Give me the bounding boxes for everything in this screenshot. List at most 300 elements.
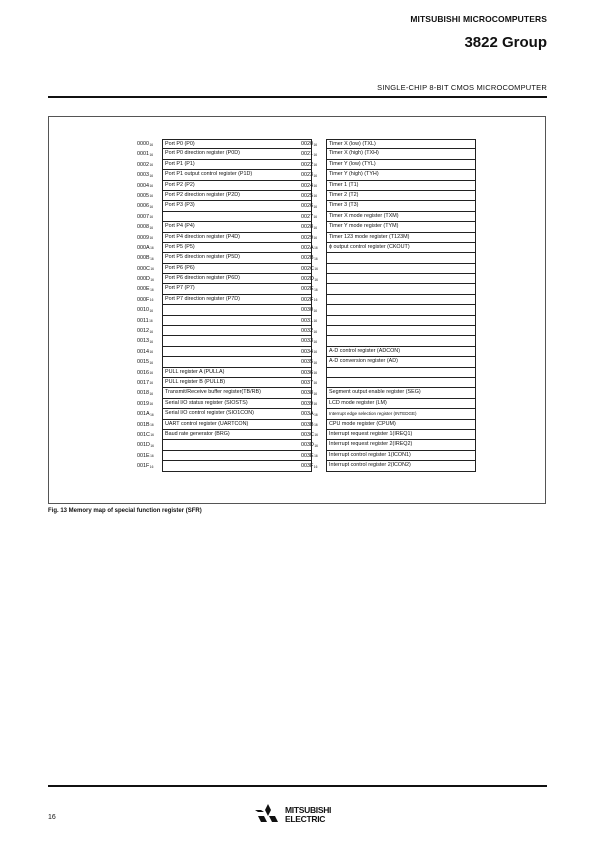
address-hex: 002A: [301, 244, 314, 251]
hex-suffix: 16: [314, 433, 318, 438]
register-row: [137, 181, 312, 191]
register-row: [301, 264, 476, 274]
hex-suffix: 16: [149, 215, 154, 220]
sfr-right-column: [301, 139, 476, 472]
register-name: A-D conversion register (AD): [326, 357, 476, 367]
register-name: [162, 212, 312, 222]
register-name: [326, 295, 476, 305]
hex-suffix: 16: [149, 402, 154, 407]
hex-suffix: 16: [313, 215, 318, 220]
register-name: Interrupt request register 2(IREQ2): [326, 440, 476, 450]
hex-suffix: 16: [149, 184, 154, 189]
register-address: [301, 295, 326, 305]
register-address: [301, 149, 326, 159]
register-name: ϕ output control register (CKOUT): [326, 243, 476, 253]
sfr-figure-box: [48, 116, 546, 504]
register-name: [326, 305, 476, 315]
hex-suffix: 16: [149, 381, 154, 386]
register-address: [301, 284, 326, 294]
register-address: [137, 233, 162, 243]
address-hex: 0002: [137, 161, 149, 168]
hex-suffix: 16: [313, 371, 318, 376]
address-hex: 001F: [137, 463, 150, 470]
company-header: MITSUBISHI MICROCOMPUTERS: [410, 14, 547, 24]
address-hex: 001D: [137, 442, 150, 449]
address-hex: 001A: [137, 411, 150, 418]
register-address: [137, 378, 162, 388]
address-hex: 0011: [137, 317, 149, 324]
register-name: Port P4 direction register (P4D): [162, 233, 312, 243]
register-row: [137, 212, 312, 222]
address-hex: 0034: [301, 348, 313, 355]
address-hex: 0024: [301, 182, 313, 189]
address-hex: 0039: [301, 400, 313, 407]
register-address: [137, 451, 162, 461]
register-row: [301, 451, 476, 461]
register-name: Port P7 direction register (P7D): [162, 295, 312, 305]
register-name: Port P2 (P2): [162, 181, 312, 191]
register-row: [137, 440, 312, 450]
hex-suffix: 16: [149, 308, 154, 313]
register-row: [301, 274, 476, 284]
register-address: [137, 139, 162, 149]
hex-suffix: 16: [150, 443, 154, 448]
hex-suffix: 16: [149, 225, 154, 230]
hex-suffix: 16: [313, 204, 318, 209]
register-address: [137, 347, 162, 357]
hex-suffix: 16: [313, 339, 318, 344]
register-row: [137, 284, 312, 294]
register-row: [301, 233, 476, 243]
register-address: [301, 264, 326, 274]
register-name: Interrupt request register 1(IREQ1): [326, 430, 476, 440]
register-row: [301, 191, 476, 201]
register-address: [137, 326, 162, 336]
register-address: [301, 461, 326, 471]
register-row: [137, 149, 312, 159]
register-address: [301, 378, 326, 388]
register-row: [301, 284, 476, 294]
register-address: [137, 388, 162, 398]
register-address: [301, 181, 326, 191]
register-row: [301, 409, 476, 419]
hex-suffix: 16: [149, 152, 154, 157]
register-name: [162, 451, 312, 461]
hex-suffix: 16: [150, 256, 154, 261]
register-row: [137, 253, 312, 263]
address-hex: 0033: [301, 338, 313, 345]
address-hex: 0031: [301, 317, 313, 324]
register-name: Timer X (low) (TXL): [326, 139, 476, 149]
register-address: [301, 243, 326, 253]
register-name: Timer Y mode register (TYM): [326, 222, 476, 232]
register-name: Timer X (high) (TXH): [326, 149, 476, 159]
hex-suffix: 16: [314, 267, 318, 272]
register-row: [301, 357, 476, 367]
product-subtitle: SINGLE-CHIP 8-BIT CMOS MICROCOMPUTER: [377, 83, 547, 92]
address-hex: 0003: [137, 172, 149, 179]
address-hex: 0015: [137, 359, 149, 366]
register-name: Interrupt control register 1(ICON1): [326, 451, 476, 461]
hex-suffix: 16: [149, 464, 154, 469]
address-hex: 003D: [301, 442, 314, 449]
hex-suffix: 16: [313, 184, 318, 189]
group-title: 3822 Group: [464, 34, 547, 51]
register-address: [301, 222, 326, 232]
figure-caption: Fig. 13 Memory map of special function register (SFR): [48, 508, 202, 514]
register-row: [301, 336, 476, 346]
diamond-logo-icon: [255, 804, 281, 828]
register-row: [301, 388, 476, 398]
address-hex: 0036: [301, 369, 313, 376]
address-hex: 000A: [137, 244, 150, 251]
hex-suffix: 16: [314, 443, 318, 448]
register-name: [326, 316, 476, 326]
hex-suffix: 16: [150, 412, 154, 417]
register-row: [301, 170, 476, 180]
hex-suffix: 16: [314, 423, 318, 428]
address-hex: 0013: [137, 338, 149, 345]
hex-suffix: 16: [313, 225, 318, 230]
register-row: [301, 430, 476, 440]
register-address: [301, 160, 326, 170]
hex-suffix: 16: [149, 236, 154, 241]
register-name: [326, 264, 476, 274]
register-address: [137, 368, 162, 378]
hex-suffix: 16: [149, 339, 154, 344]
hex-suffix: 16: [149, 350, 154, 355]
address-hex: 0009: [137, 234, 149, 241]
register-name: Port P0 (P0): [162, 139, 312, 149]
address-hex: 0012: [137, 328, 149, 335]
register-row: [301, 326, 476, 336]
address-hex: 001E: [137, 452, 150, 459]
register-address: [137, 409, 162, 419]
register-row: [137, 191, 312, 201]
address-hex: 0035: [301, 359, 313, 366]
address-hex: 0025: [301, 192, 313, 199]
hex-suffix: 16: [149, 204, 154, 209]
register-name: Port P1 (P1): [162, 160, 312, 170]
address-hex: 0027: [301, 213, 313, 220]
register-address: [137, 399, 162, 409]
register-address: [301, 388, 326, 398]
register-address: [301, 212, 326, 222]
register-name: Transmit/Receive buffer register(TB/RB): [162, 388, 312, 398]
address-hex: 000E: [137, 286, 150, 293]
register-address: [301, 336, 326, 346]
register-address: [137, 461, 162, 471]
address-hex: 0030: [301, 307, 313, 314]
register-address: [301, 440, 326, 450]
address-hex: 003C: [301, 431, 314, 438]
hex-suffix: 16: [149, 371, 154, 376]
address-hex: 000F: [137, 296, 150, 303]
register-address: [301, 420, 326, 430]
register-name: Timer 3 (T3): [326, 201, 476, 211]
address-hex: 003B: [301, 421, 314, 428]
register-name: Interrupt edge selection register (INTEDGE): [326, 409, 476, 419]
register-row: [301, 399, 476, 409]
register-row: [137, 316, 312, 326]
register-name: Timer X mode register (TXM): [326, 212, 476, 222]
register-row: [137, 378, 312, 388]
address-hex: 001C: [137, 431, 150, 438]
register-name: UART control register (UARTCON): [162, 420, 312, 430]
hex-suffix: 16: [313, 152, 318, 157]
address-hex: 0037: [301, 379, 313, 386]
sfr-left-column: [137, 139, 312, 472]
register-address: [137, 243, 162, 253]
register-row: [137, 388, 312, 398]
address-hex: 0017: [137, 379, 149, 386]
register-row: [137, 357, 312, 367]
hex-suffix: 16: [313, 360, 318, 365]
hex-suffix: 16: [314, 246, 318, 251]
address-hex: 000D: [137, 276, 150, 283]
hex-suffix: 16: [313, 142, 318, 147]
register-address: [137, 170, 162, 180]
hex-suffix: 16: [314, 412, 318, 417]
register-address: [301, 274, 326, 284]
register-address: [137, 305, 162, 315]
register-row: [137, 336, 312, 346]
hex-suffix: 16: [313, 381, 318, 386]
register-name: Port P6 (P6): [162, 264, 312, 274]
register-address: [137, 284, 162, 294]
address-hex: 0005: [137, 192, 149, 199]
page-number: 16: [48, 814, 56, 821]
register-row: [137, 368, 312, 378]
register-name: [326, 336, 476, 346]
register-name: Baud rate generator (BRG): [162, 430, 312, 440]
address-hex: 002C: [301, 265, 314, 272]
address-hex: 001B: [137, 421, 150, 428]
hex-suffix: 16: [150, 267, 154, 272]
register-row: [301, 253, 476, 263]
register-name: [162, 316, 312, 326]
address-hex: 0014: [137, 348, 149, 355]
register-name: Port P6 direction register (P6D): [162, 274, 312, 284]
register-name: [162, 336, 312, 346]
register-row: [301, 212, 476, 222]
register-row: [137, 274, 312, 284]
register-address: [137, 191, 162, 201]
register-name: [326, 284, 476, 294]
hex-suffix: 16: [313, 194, 318, 199]
register-name: Timer 123 mode register (T123M): [326, 233, 476, 243]
register-address: [301, 305, 326, 315]
register-row: [137, 420, 312, 430]
register-row: [301, 440, 476, 450]
register-name: [162, 440, 312, 450]
register-name: [326, 253, 476, 263]
address-hex: 003F: [301, 463, 314, 470]
mitsubishi-logo: [255, 802, 345, 832]
hex-suffix: 16: [149, 163, 154, 168]
register-name: [162, 347, 312, 357]
register-address: [137, 357, 162, 367]
register-row: [137, 139, 312, 149]
hex-suffix: 16: [314, 256, 318, 261]
register-address: [137, 149, 162, 159]
hex-suffix: 16: [150, 287, 154, 292]
address-hex: 0019: [137, 400, 149, 407]
address-hex: 002B: [301, 255, 314, 262]
register-address: [301, 191, 326, 201]
hex-suffix: 16: [313, 298, 318, 303]
register-address: [137, 201, 162, 211]
hex-suffix: 16: [314, 454, 318, 459]
hex-suffix: 16: [149, 142, 154, 147]
register-row: [137, 295, 312, 305]
address-hex: 002D: [301, 276, 314, 283]
register-address: [137, 316, 162, 326]
register-row: [137, 305, 312, 315]
register-name: Timer Y (high) (TYH): [326, 170, 476, 180]
register-address: [137, 222, 162, 232]
register-name: Segment output enable register (SEG): [326, 388, 476, 398]
register-row: [137, 201, 312, 211]
register-address: [301, 357, 326, 367]
register-row: [137, 160, 312, 170]
register-address: [301, 170, 326, 180]
hex-suffix: 16: [150, 246, 154, 251]
register-name: Port P1 output control register (P1D): [162, 170, 312, 180]
address-hex: 002E: [301, 286, 314, 293]
address-hex: 0000: [137, 141, 149, 147]
register-row: [137, 451, 312, 461]
register-row: [301, 222, 476, 232]
logo-wordmark: [285, 806, 331, 824]
hex-suffix: 16: [313, 464, 318, 469]
register-row: [301, 347, 476, 357]
address-hex: 0023: [301, 172, 313, 179]
register-name: Port P2 direction register (P2D): [162, 191, 312, 201]
address-hex: 0006: [137, 203, 149, 210]
address-hex: 0038: [301, 390, 313, 397]
register-name: Interrupt control register 2(ICON2): [326, 461, 476, 471]
address-hex: 0016: [137, 369, 149, 376]
hex-suffix: 16: [149, 173, 154, 178]
register-address: [137, 253, 162, 263]
header-rule: [48, 96, 547, 98]
footer-rule: [48, 785, 547, 787]
hex-suffix: 16: [150, 454, 154, 459]
register-name: [326, 368, 476, 378]
register-address: [137, 295, 162, 305]
register-address: [137, 430, 162, 440]
register-row: [301, 201, 476, 211]
register-row: [301, 420, 476, 430]
address-hex: 0004: [137, 182, 149, 189]
register-name: Timer 1 (T1): [326, 181, 476, 191]
hex-suffix: 16: [313, 236, 318, 241]
register-row: [137, 243, 312, 253]
register-row: [301, 295, 476, 305]
register-address: [301, 253, 326, 263]
hex-suffix: 16: [150, 277, 154, 282]
address-hex: 0026: [301, 203, 313, 210]
register-row: [301, 368, 476, 378]
register-row: [137, 233, 312, 243]
register-name: CPU mode register (CPUM): [326, 420, 476, 430]
register-name: [326, 326, 476, 336]
hex-suffix: 16: [313, 402, 318, 407]
address-hex: 0010: [137, 307, 149, 314]
register-name: [162, 357, 312, 367]
hex-suffix: 16: [313, 329, 318, 334]
hex-suffix: 16: [313, 391, 318, 396]
register-name: PULL register A (PULLA): [162, 368, 312, 378]
address-hex: 0020: [301, 141, 313, 147]
hex-suffix: 16: [149, 391, 154, 396]
register-row: [301, 181, 476, 191]
register-address: [301, 233, 326, 243]
register-address: [137, 181, 162, 191]
register-address: [301, 430, 326, 440]
hex-suffix: 16: [314, 277, 318, 282]
register-row: [137, 264, 312, 274]
hex-suffix: 16: [149, 298, 154, 303]
register-name: Port P5 direction register (P5D): [162, 253, 312, 263]
register-name: Port P4 (P4): [162, 222, 312, 232]
register-address: [137, 440, 162, 450]
hex-suffix: 16: [313, 173, 318, 178]
hex-suffix: 16: [313, 163, 318, 168]
register-name: Serial I/O control register (SIO1CON): [162, 409, 312, 419]
address-hex: 000B: [137, 255, 150, 262]
hex-suffix: 16: [313, 350, 318, 355]
address-hex: 0008: [137, 224, 149, 231]
hex-suffix: 16: [313, 308, 318, 313]
register-row: [137, 170, 312, 180]
register-row: [301, 378, 476, 388]
register-name: PULL register B (PULLB): [162, 378, 312, 388]
register-address: [137, 212, 162, 222]
register-address: [137, 264, 162, 274]
hex-suffix: 16: [149, 319, 153, 324]
hex-suffix: 16: [150, 423, 154, 428]
register-row: [137, 347, 312, 357]
address-hex: 0007: [137, 213, 149, 220]
register-address: [301, 451, 326, 461]
register-address: [301, 326, 326, 336]
register-row: [301, 149, 476, 159]
register-row: [301, 243, 476, 253]
register-name: [162, 326, 312, 336]
address-hex: 0032: [301, 328, 313, 335]
hex-suffix: 16: [314, 287, 318, 292]
register-row: [137, 409, 312, 419]
register-row: [301, 461, 476, 471]
register-name: [326, 274, 476, 284]
register-row: [137, 399, 312, 409]
register-row: [301, 316, 476, 326]
address-hex: 000C: [137, 265, 150, 272]
hex-suffix: 16: [150, 433, 154, 438]
register-address: [301, 368, 326, 378]
register-row: [301, 139, 476, 149]
register-name: [162, 305, 312, 315]
register-name: Port P7 (P7): [162, 284, 312, 294]
address-hex: 0028: [301, 224, 313, 231]
register-address: [301, 399, 326, 409]
register-address: [137, 336, 162, 346]
register-name: LCD mode register (LM): [326, 399, 476, 409]
register-row: [301, 160, 476, 170]
address-hex: 002F: [301, 296, 314, 303]
